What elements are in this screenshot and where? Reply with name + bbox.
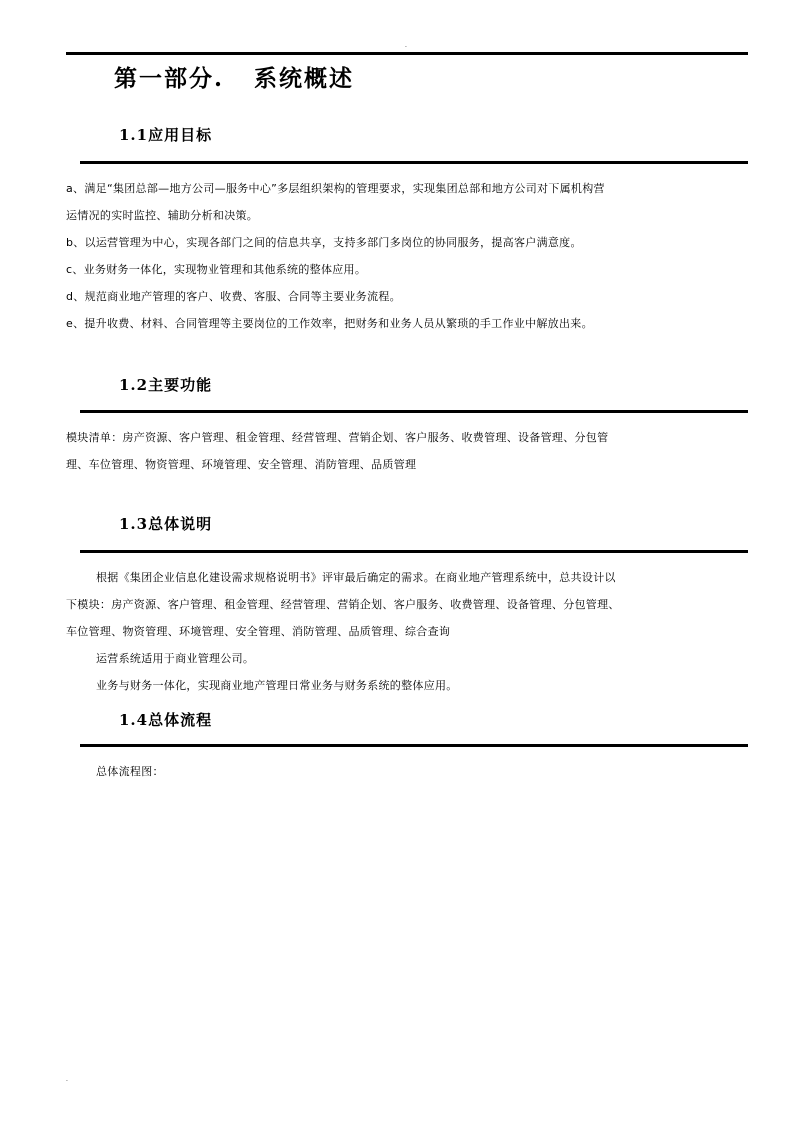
top-mark: .: [405, 42, 407, 49]
section-rule-1-1: [80, 161, 748, 164]
overview-line5: 业务与财务一体化，实现商业地产管理日常业务与财务系统的整体应用。: [96, 679, 458, 692]
part-title: 第一部分. 系统概述: [114, 65, 355, 92]
goal-b: b、以运营管理为中心，实现各部门之间的信息共享，支持多部门多岗位的协同服务，提高客户满意度。: [66, 236, 582, 249]
overview-line2: 下模块：房产资源、客户管理、租金管理、经营管理、营销企划、客户服务、收费管理、设备管理、分包管理、: [66, 598, 620, 611]
header-rule: [66, 52, 748, 55]
section-title-1-3: 1.3总体说明: [119, 515, 213, 533]
section-title-1-1: 1.1应用目标: [119, 126, 213, 144]
goal-c: c、业务财务一体化，实现物业管理和其他系统的整体应用。: [66, 263, 367, 276]
overview-line3: 车位管理、物资管理、环境管理、安全管理、消防管理、品质管理、综合查询: [66, 625, 451, 638]
section-title-1-4: 1.4总体流程: [119, 711, 213, 729]
overview-line4: 运营系统适用于商业管理公司。: [96, 652, 255, 665]
section-title-1-2: 1.2主要功能: [119, 376, 213, 394]
flow-diagram-label: 总体流程图：: [96, 765, 164, 778]
bottom-mark: .: [66, 1076, 68, 1083]
module-list-line1: 模块清单：房产资源、客户管理、租金管理、经营管理、营销企划、客户服务、收费管理、设备管理、分包管: [66, 431, 609, 444]
module-list-line2: 理、车位管理、物资管理、环境管理、安全管理、消防管理、品质管理: [66, 458, 417, 471]
section-rule-1-2: [80, 410, 748, 413]
goal-e: e、提升收费、材料、合同管理等主要岗位的工作效率，把财务和业务人员从繁琐的手工作业中解放出来。: [66, 317, 593, 330]
section-rule-1-4: [80, 744, 748, 747]
overview-line1: 根据《集团企业信息化建设需求规格说明书》评审最后确定的需求。在商业地产管理系统中，总共设计以: [96, 571, 616, 584]
goal-a-line2: 运情况的实时监控、辅助分析和决策。: [66, 209, 259, 222]
section-rule-1-3: [80, 550, 748, 553]
goal-a-line1: a、满足“集团总部—地方公司—服务中心”多层组织架构的管理要求，实现集团总部和地方公司对下属机构营: [66, 182, 605, 195]
goal-d: d、规范商业地产管理的客户、收费、客服、合同等主要业务流程。: [66, 290, 401, 303]
